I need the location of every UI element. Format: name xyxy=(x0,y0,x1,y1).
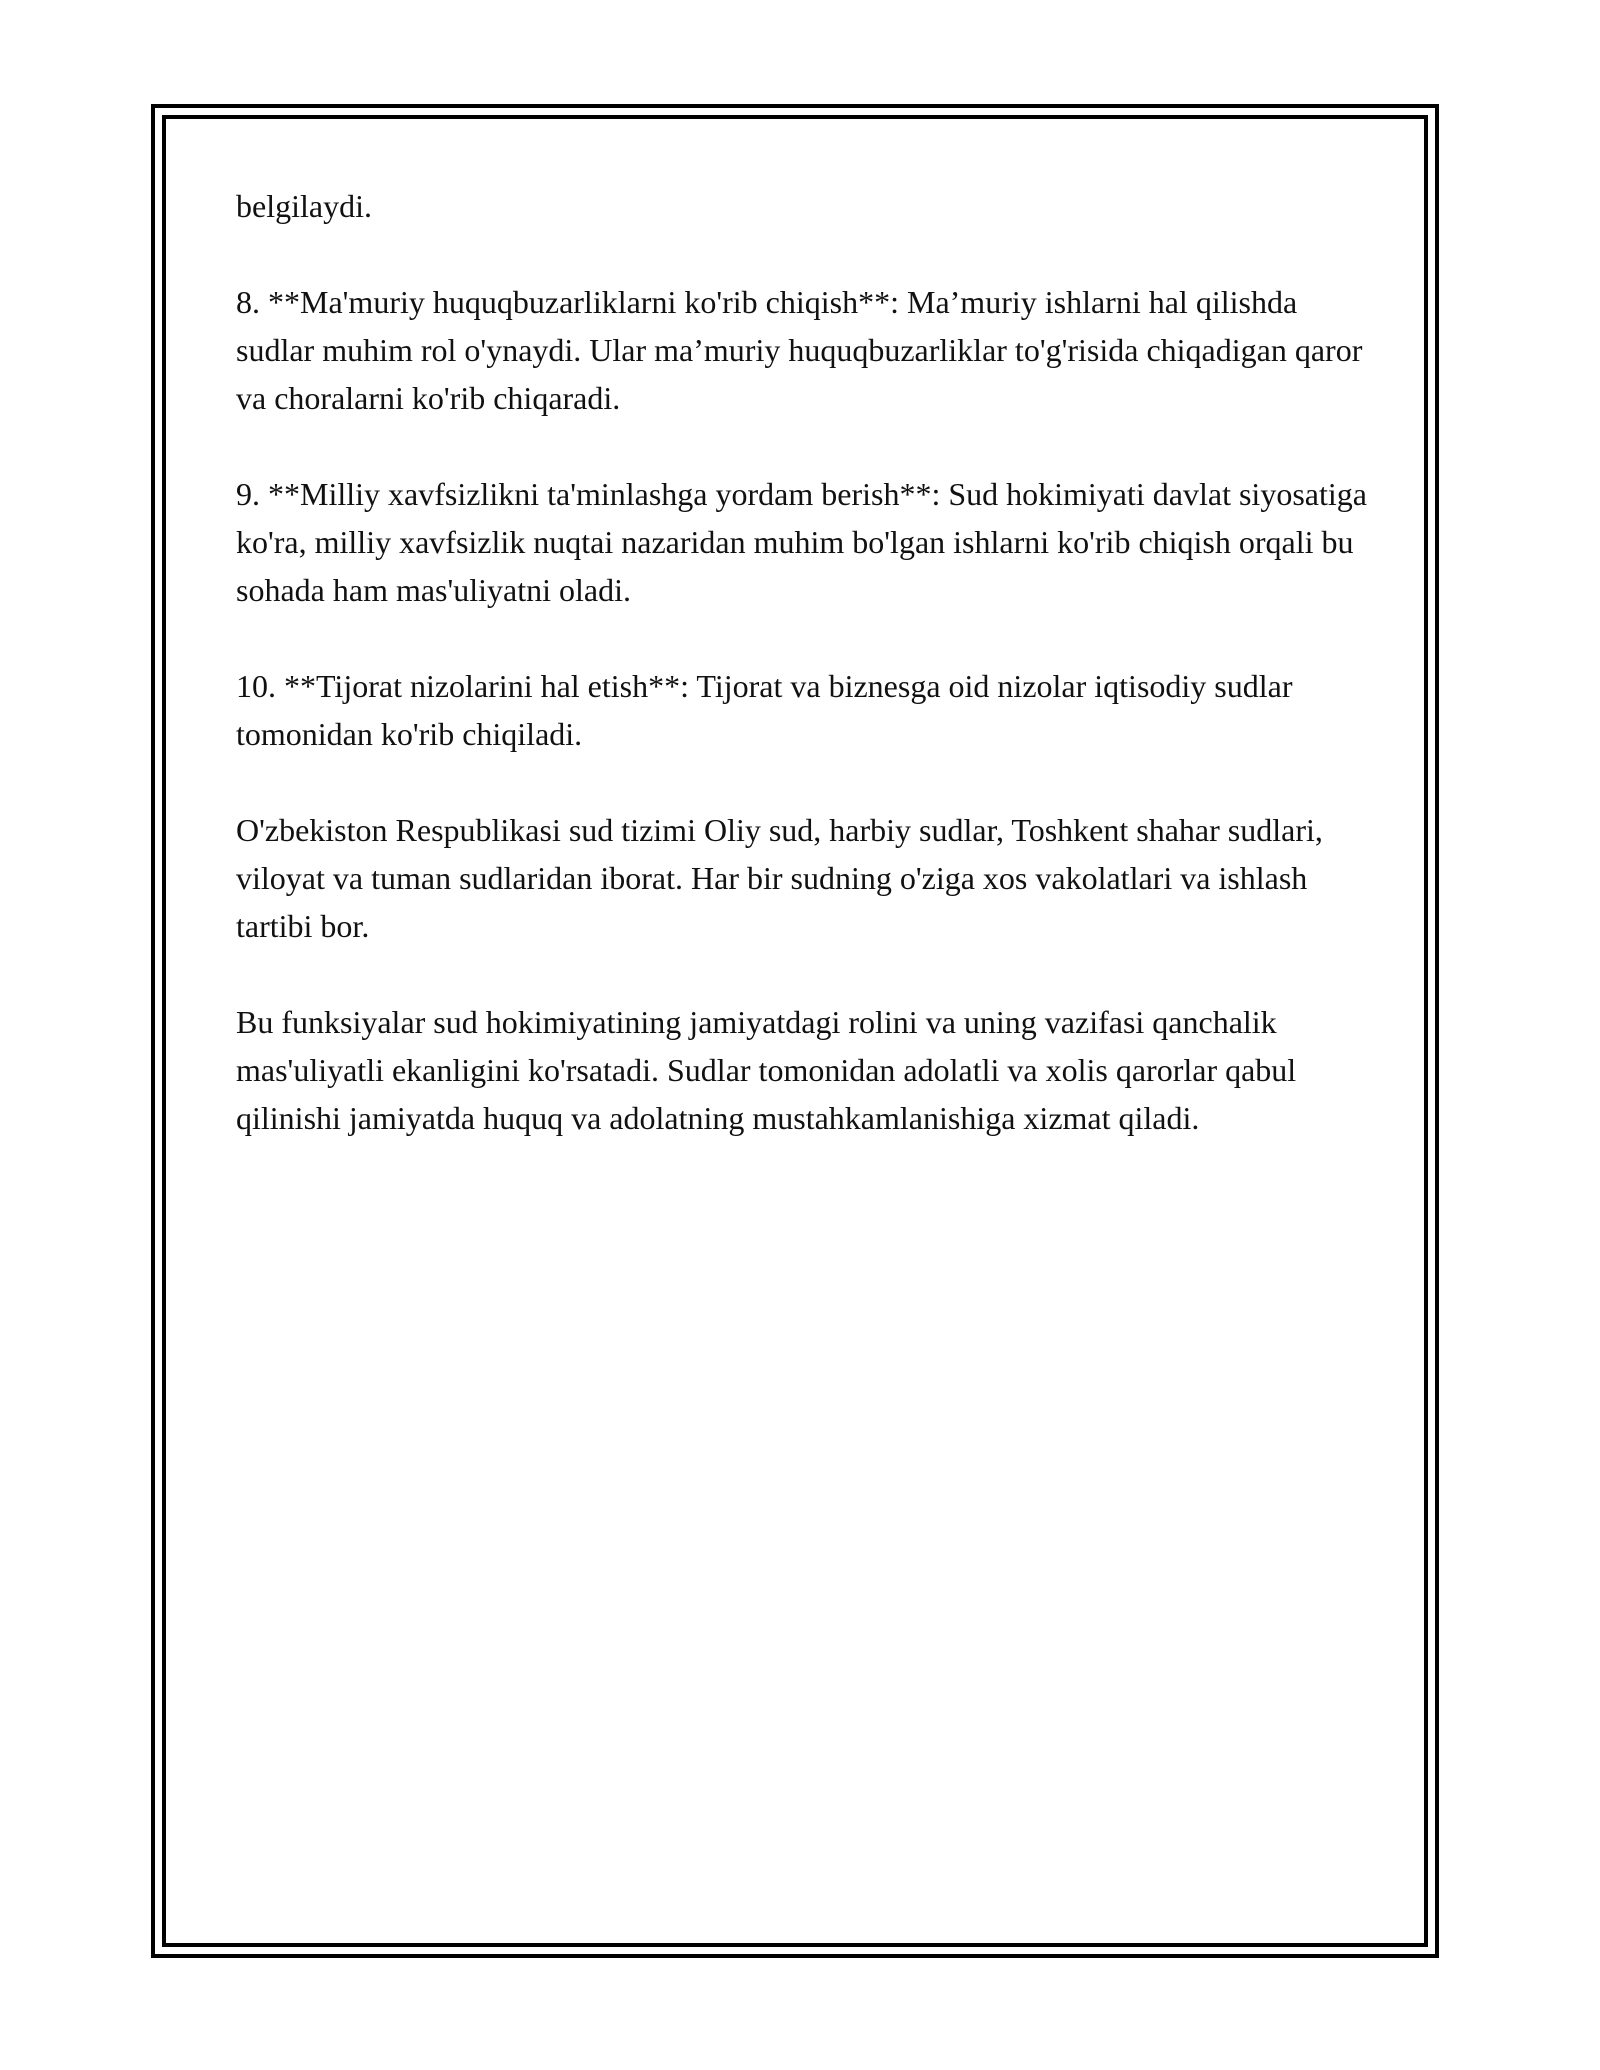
paragraph-court-system: O'zbekiston Respublikasi sud tizimi Oliy sud, harbiy sudlar, Toshkent shahar sudlari, viloyat va tuman sudlaridan iborat. Har bir sudning o'ziga xos vakolatlari va ishlash tartibi bor. xyxy=(236,812,1323,944)
document-body xyxy=(236,182,1376,1190)
paragraph-continuation: belgilaydi. xyxy=(236,188,372,224)
paragraph-item-10: 10. **Tijorat nizolarini hal etish**: Tijorat va biznesga oid nizolar iqtisodiy sudlar tomonidan ko'rib chiqiladi. xyxy=(236,668,1293,752)
paragraph-item-9: 9. **Milliy xavfsizlikni ta'minlashga yordam berish**: Sud hokimiyati davlat siyosatiga ko'ra, milliy xavfsizlik nuqtai nazaridan muhim bo'lgan ishlarni ko'rib chiqish orqali bu sohada ham mas'uliyatni oladi. xyxy=(236,476,1367,608)
paragraph-item-8: 8. **Ma'muriy huquqbuzarliklarni ko'rib chiqish**: Ma’muriy ishlarni hal qilishda sudlar muhim rol o'ynaydi. Ular ma’muriy huquqbuzarliklar to'g'risida chiqadigan qaror va choralarni ko'rib chiqaradi. xyxy=(236,284,1363,416)
paragraph-conclusion: Bu funksiyalar sud hokimiyatining jamiyatdagi rolini va uning vazifasi qanchalik mas'uliyatli ekanligini ko'rsatadi. Sudlar tomonidan adolatli va xolis qarorlar qabul qilinishi jamiyatda huquq va adolatning mustahkamlanishiga xizmat qiladi. xyxy=(236,1004,1297,1136)
